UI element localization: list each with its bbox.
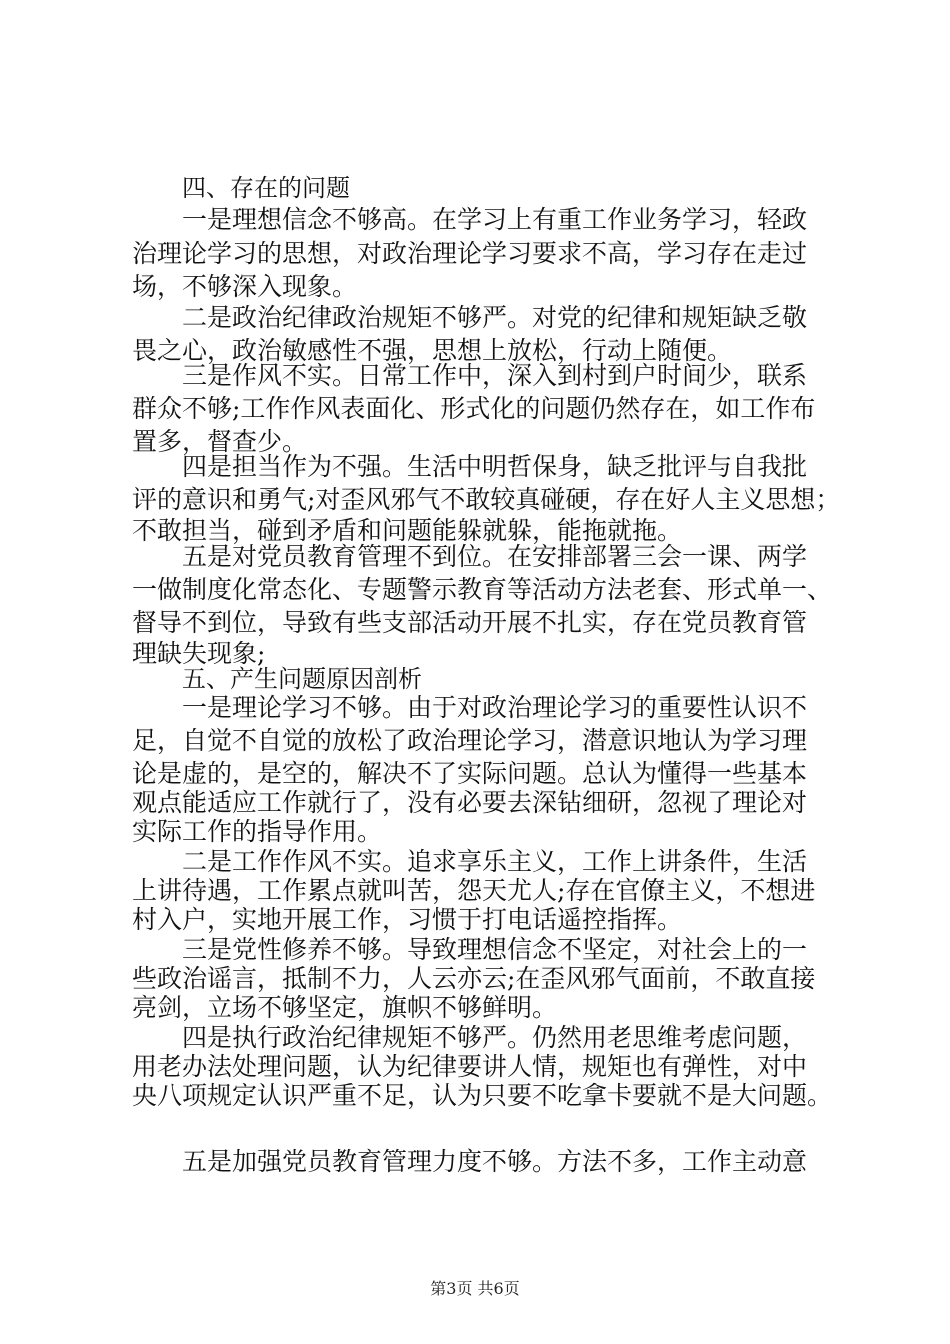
paragraph-line: 理缺失现象; xyxy=(132,639,266,668)
paragraph-line: 一是理想信念不够高。在学习上有重工作业务学习，轻政 xyxy=(182,205,808,234)
paragraph-line: 五是对党员教育管理不到位。在安排部署三会一课、两学 xyxy=(182,542,808,571)
paragraph-line: 不敢担当，碰到矛盾和问题能躲就躲，能拖就拖。 xyxy=(132,516,683,545)
paragraph-line: 村入户，实地开展工作，习惯于打电话遥控指挥。 xyxy=(132,905,683,934)
paragraph-line: 四是执行政治纪律规矩不够严。仍然用老思维考虑问题， xyxy=(182,1023,808,1052)
paragraph-line: 场，不够深入现象。 xyxy=(132,272,358,301)
paragraph-line: 一是理论学习不够。由于对政治理论学习的重要性认识不 xyxy=(182,693,808,722)
paragraph-line: 实际工作的指导作用。 xyxy=(132,817,383,846)
paragraph-line: 一做制度化常态化、专题警示教育等活动方法老套、形式单一、 xyxy=(132,575,833,604)
paragraph-line: 上讲待遇，工作累点就叫苦，怨天尤人;存在官僚主义，不想进 xyxy=(132,876,816,905)
paragraph-line: 三是党性修养不够。导致理想信念不坚定，对社会上的一 xyxy=(182,935,808,964)
paragraph-line: 五是加强党员教育管理力度不够。方法不多，工作主动意 xyxy=(182,1147,808,1176)
paragraph-line: 畏之心，政治敏感性不强，思想上放松，行动上随便。 xyxy=(132,336,733,365)
paragraph-line: 论是虚的，是空的，解决不了实际问题。总认为懂得一些基本 xyxy=(132,759,808,788)
paragraph-line: 亮剑，立场不够坚定，旗帜不够鲜明。 xyxy=(132,993,558,1022)
paragraph-line: 三是作风不实。日常工作中，深入到村到户时间少，联系 xyxy=(182,361,808,390)
paragraph-line: 些政治谣言，抵制不力，人云亦云;在歪风邪气面前，不敢直接 xyxy=(132,964,816,993)
paragraph-line: 四是担当作为不强。生活中明哲保身，缺乏批评与自我批 xyxy=(182,452,808,481)
paragraph-line: 评的意识和勇气;对歪风邪气不敢较真碰硬，存在好人主义思想； xyxy=(132,485,841,514)
paragraph-line: 观点能适应工作就行了，没有必要去深钻细研，忽视了理论对 xyxy=(132,788,808,817)
page-number-footer: 第3页 共6页 xyxy=(430,1279,520,1298)
paragraph-line: 二是政治纪律政治规矩不够严。对党的纪律和规矩缺乏敬 xyxy=(182,303,808,332)
section-heading: 五、产生问题原因剖析 xyxy=(182,665,422,693)
section-heading: 四、存在的问题 xyxy=(182,174,350,202)
paragraph-line: 群众不够;工作作风表面化、形式化的问题仍然存在，如工作布 xyxy=(132,394,816,423)
paragraph-line: 用老办法处理问题，认为纪律要讲人情，规矩也有弹性，对中 xyxy=(132,1052,808,1081)
paragraph-line: 督导不到位，导致有些支部活动开展不扎实，存在党员教育管 xyxy=(132,608,808,637)
paragraph-line: 足，自觉不自觉的放松了政治理论学习，潜意识地认为学习理 xyxy=(132,726,808,755)
paragraph-line: 央八项规定认识严重不足，认为只要不吃拿卡要就不是大问题。 xyxy=(132,1081,833,1110)
paragraph-line: 置多，督查少。 xyxy=(132,427,308,456)
paragraph-line: 治理论学习的思想，对政治理论学习要求不高，学习存在走过 xyxy=(132,239,808,268)
paragraph-line: 二是工作作风不实。追求享乐主义，工作上讲条件，生活 xyxy=(182,847,808,876)
